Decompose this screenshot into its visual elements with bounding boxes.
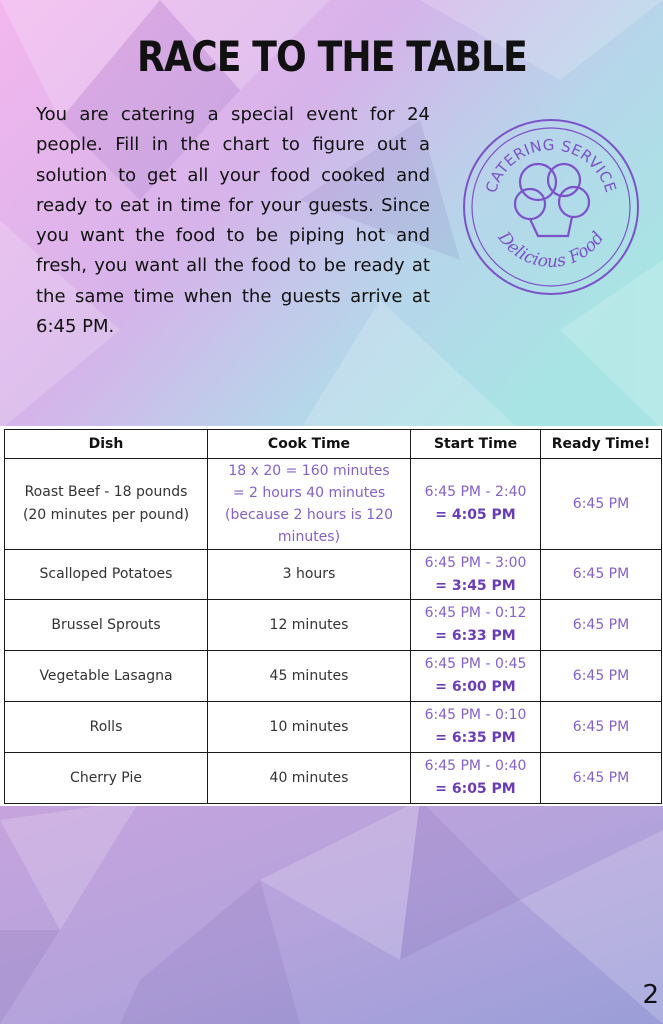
schedule-table-panel: [0, 426, 663, 806]
header-cook-time: Cook Time: [208, 430, 411, 459]
cook-time-cell: 10 minutes: [208, 702, 411, 753]
table-row: [5, 651, 662, 702]
table-row: [5, 600, 662, 651]
page-title: RACE TO THE TABLE: [137, 32, 527, 81]
table-row: [5, 753, 662, 804]
start-calc: 6:45 PM - 0:40: [424, 758, 527, 774]
logo-bottom-text: Delicious Food: [493, 228, 609, 273]
svg-text:Delicious Food: [493, 227, 608, 272]
cook-time-cell: 3 hours: [208, 550, 411, 600]
start-result: = 6:00 PM: [435, 679, 516, 695]
cook-line: 18 x 20 = 160 minutes: [228, 463, 390, 479]
start-time-cell: [411, 651, 541, 702]
table-row: [5, 550, 662, 600]
cook-time-cell: 45 minutes: [208, 651, 411, 702]
header-ready-time: Ready Time!: [541, 430, 662, 459]
header-start-time: Start Time: [411, 430, 541, 459]
logo-top-text: CATERING SERVICE: [482, 135, 620, 196]
start-calc: 6:45 PM - 2:40: [424, 484, 527, 500]
dish-cell: Rolls: [5, 702, 208, 753]
start-result: = 6:35 PM: [435, 730, 516, 746]
intro-paragraph: You are catering a special event for 24 people. Fill in the chart to figure out a solution to get all your food cooked and ready to eat in time for your guests. Since you want the food to be piping hot and fresh, you want all the food to be ready at the same time when the guests arrive at 6:45 PM.: [36, 104, 430, 338]
ready-time-cell: 6:45 PM: [541, 550, 662, 600]
start-time-cell: [411, 459, 541, 550]
start-calc: 6:45 PM - 0:12: [424, 605, 527, 621]
page-number: 2: [642, 980, 659, 1010]
ready-time-cell: 6:45 PM: [541, 459, 662, 550]
header-dish: Dish: [5, 430, 208, 459]
dish-name: Roast Beef - 18 pounds: [24, 484, 188, 500]
start-time-cell: [411, 702, 541, 753]
start-calc: 6:45 PM - 3:00: [424, 554, 527, 571]
cook-time-cell: 12 minutes: [208, 600, 411, 651]
start-calc: 6:45 PM - 0:45: [424, 656, 527, 672]
dish-cell: Brussel Sprouts: [5, 600, 208, 651]
start-result: = 6:05 PM: [435, 781, 516, 797]
cook-line: minutes): [277, 529, 341, 545]
start-result: = 4:05 PM: [435, 507, 516, 523]
start-time-cell: [411, 753, 541, 804]
dish-cell: Scalloped Potatoes: [5, 550, 208, 600]
start-time-cell: [411, 550, 541, 600]
cook-line: = 2 hours 40 minutes: [232, 485, 386, 501]
chef-hat-icon: [515, 164, 589, 236]
dish-cell: Vegetable Lasagna: [5, 651, 208, 702]
schedule-table: [4, 429, 662, 804]
dish-note: (20 minutes per pound): [22, 507, 190, 523]
start-calc: 6:45 PM - 0:10: [424, 707, 527, 723]
start-result: = 3:45 PM: [435, 577, 516, 594]
start-time-cell: [411, 600, 541, 651]
cook-line: (because 2 hours is 120: [225, 507, 393, 523]
table-row: [5, 702, 662, 753]
cook-time-cell: 40 minutes: [208, 753, 411, 804]
catering-logo: [460, 116, 642, 298]
table-row: [5, 459, 662, 550]
table-header-row: [5, 430, 662, 459]
ready-time-cell: 6:45 PM: [541, 651, 662, 702]
ready-time-cell: 6:45 PM: [541, 702, 662, 753]
cook-time-cell: [208, 459, 411, 550]
ready-time-cell: 6:45 PM: [541, 753, 662, 804]
dish-cell: [5, 459, 208, 550]
start-result: = 6:33 PM: [435, 628, 516, 644]
ready-time-cell: 6:45 PM: [541, 600, 662, 651]
dish-cell: Cherry Pie: [5, 753, 208, 804]
